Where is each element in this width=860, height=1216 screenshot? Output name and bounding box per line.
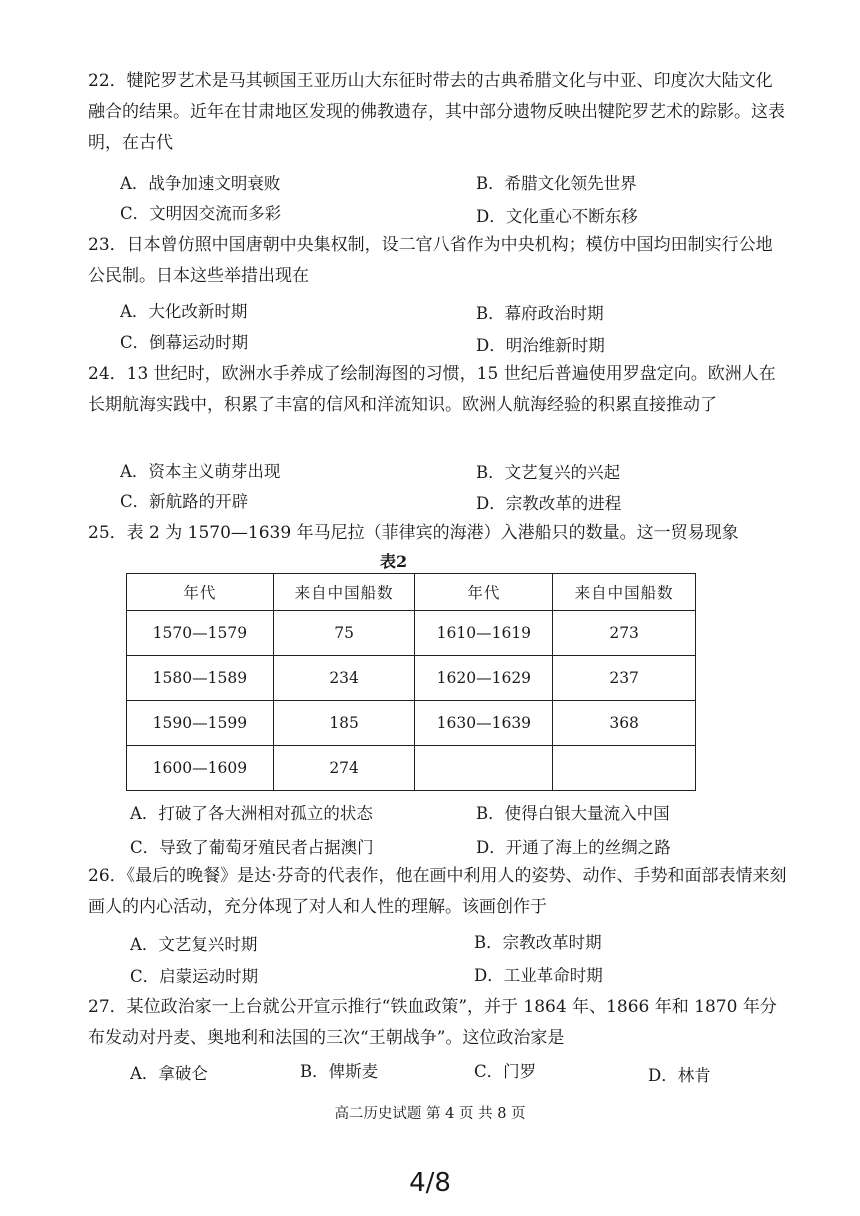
table-header-row <box>127 574 696 611</box>
page-number: 4/8 <box>409 1168 451 1198</box>
q22-option-d: D．文化重心不断东移 <box>476 207 638 226</box>
q24-option-c: C．新航路的开辟 <box>120 492 249 511</box>
table-cell: 234 <box>273 656 415 701</box>
table-cell <box>553 746 696 791</box>
table-row <box>127 656 696 701</box>
page-footer: 高二历史试题 第 4 页 共 8 页 <box>334 1106 526 1122</box>
table-header-cell: 来自中国船数 <box>273 574 415 611</box>
question-26-stem: 26．《最后的晚餐》是达·芬奇的代表作，他在画中利用人的姿势、动作、手势和面部表情来刻画人的内心活动，充分体现了对人和人性的理解。该画创作于 <box>88 866 787 917</box>
table-header-cell: 来自中国船数 <box>553 574 696 611</box>
table-cell: 273 <box>553 611 696 656</box>
table-cell: 1610—1619 <box>415 611 553 656</box>
q25-option-d: D．开通了海上的丝绸之路 <box>476 838 671 857</box>
q26-option-c: C．启蒙运动时期 <box>130 967 259 986</box>
table-header-cell: 年代 <box>127 574 274 611</box>
q23-option-d: D．明治维新时期 <box>476 336 605 355</box>
question-27-stem: 27．某位政治家一上台就公开宣示推行“铁血政策”，并于 1864 年、1866 年和 1870 年分布发动对丹麦、奥地利和法国的三次“王朝战争”。这位政治家是 <box>88 997 777 1048</box>
table-cell: 368 <box>553 701 696 746</box>
q27-option-d: D．林肯 <box>648 1066 711 1085</box>
table-cell: 1570—1579 <box>127 611 274 656</box>
q23-option-b: B．幕府政治时期 <box>476 304 604 323</box>
table-caption: 表2 <box>380 552 408 571</box>
q22-option-c: C．文明因交流而多彩 <box>120 204 282 223</box>
q24-option-d: D．宗教改革的进程 <box>476 494 622 513</box>
q27-option-a: A．拿破仑 <box>130 1064 208 1083</box>
table-row <box>127 701 696 746</box>
table-cell: 274 <box>273 746 415 791</box>
q26-option-b: B．宗教改革时期 <box>474 933 602 952</box>
table-cell: 1600—1609 <box>127 746 274 791</box>
q23-option-c: C．倒幕运动时期 <box>120 333 249 352</box>
q22-option-b: B．希腊文化领先世界 <box>476 174 637 193</box>
table-cell: 185 <box>273 701 415 746</box>
q26-option-d: D．工业革命时期 <box>474 966 603 985</box>
q24-option-b: B．文艺复兴的兴起 <box>476 463 621 482</box>
question-24-stem: 24．13 世纪时，欧洲水手养成了绘制海图的习惯，15 世纪后普遍使用罗盘定向。欧洲人在长期航海实践中，积累了丰富的信风和洋流知识。欧洲人航海经验的积累直接推动了 <box>88 364 776 415</box>
table-header-cell: 年代 <box>415 574 553 611</box>
q24-option-a: A．资本主义萌芽出现 <box>120 462 281 481</box>
table-row <box>127 746 696 791</box>
q27-option-c: C．门罗 <box>474 1062 537 1081</box>
q25-option-c: C．导致了葡萄牙殖民者占据澳门 <box>130 838 374 857</box>
table-cell: 1620—1629 <box>415 656 553 701</box>
table-row <box>127 611 696 656</box>
q27-option-b: B．俾斯麦 <box>300 1062 379 1081</box>
question-23-stem: 23．日本曾仿照中国唐朝中央集权制，设二官八省作为中央机构；模仿中国均田制实行公地公民制。日本这些举措出现在 <box>88 235 773 286</box>
q25-option-b: B．使得白银大量流入中国 <box>476 804 670 823</box>
table-cell <box>415 746 553 791</box>
table-cell: 75 <box>273 611 415 656</box>
table-cell: 1630—1639 <box>415 701 553 746</box>
q26-option-a: A．文艺复兴时期 <box>130 935 258 954</box>
table-cell: 1580—1589 <box>127 656 274 701</box>
question-25-stem: 25．表 2 为 1570—1639 年马尼拉（菲律宾的海港）入港船只的数量。这一贸易现象 <box>88 523 739 543</box>
table-cell: 1590—1599 <box>127 701 274 746</box>
question-22-stem: 22．犍陀罗艺术是马其顿国王亚历山大东征时带去的古典希腊文化与中亚、印度次大陆文化融合的结果。近年在甘肃地区发现的佛教遗存，其中部分遗物反映出犍陀罗艺术的踪影。这表明，在古代 <box>88 71 785 153</box>
q23-option-a: A．大化改新时期 <box>120 302 248 321</box>
q22-option-a: A．战争加速文明衰败 <box>120 174 281 193</box>
ship-count-table <box>126 573 696 791</box>
table-cell: 237 <box>553 656 696 701</box>
q25-option-a: A．打破了各大洲相对孤立的状态 <box>130 804 373 823</box>
